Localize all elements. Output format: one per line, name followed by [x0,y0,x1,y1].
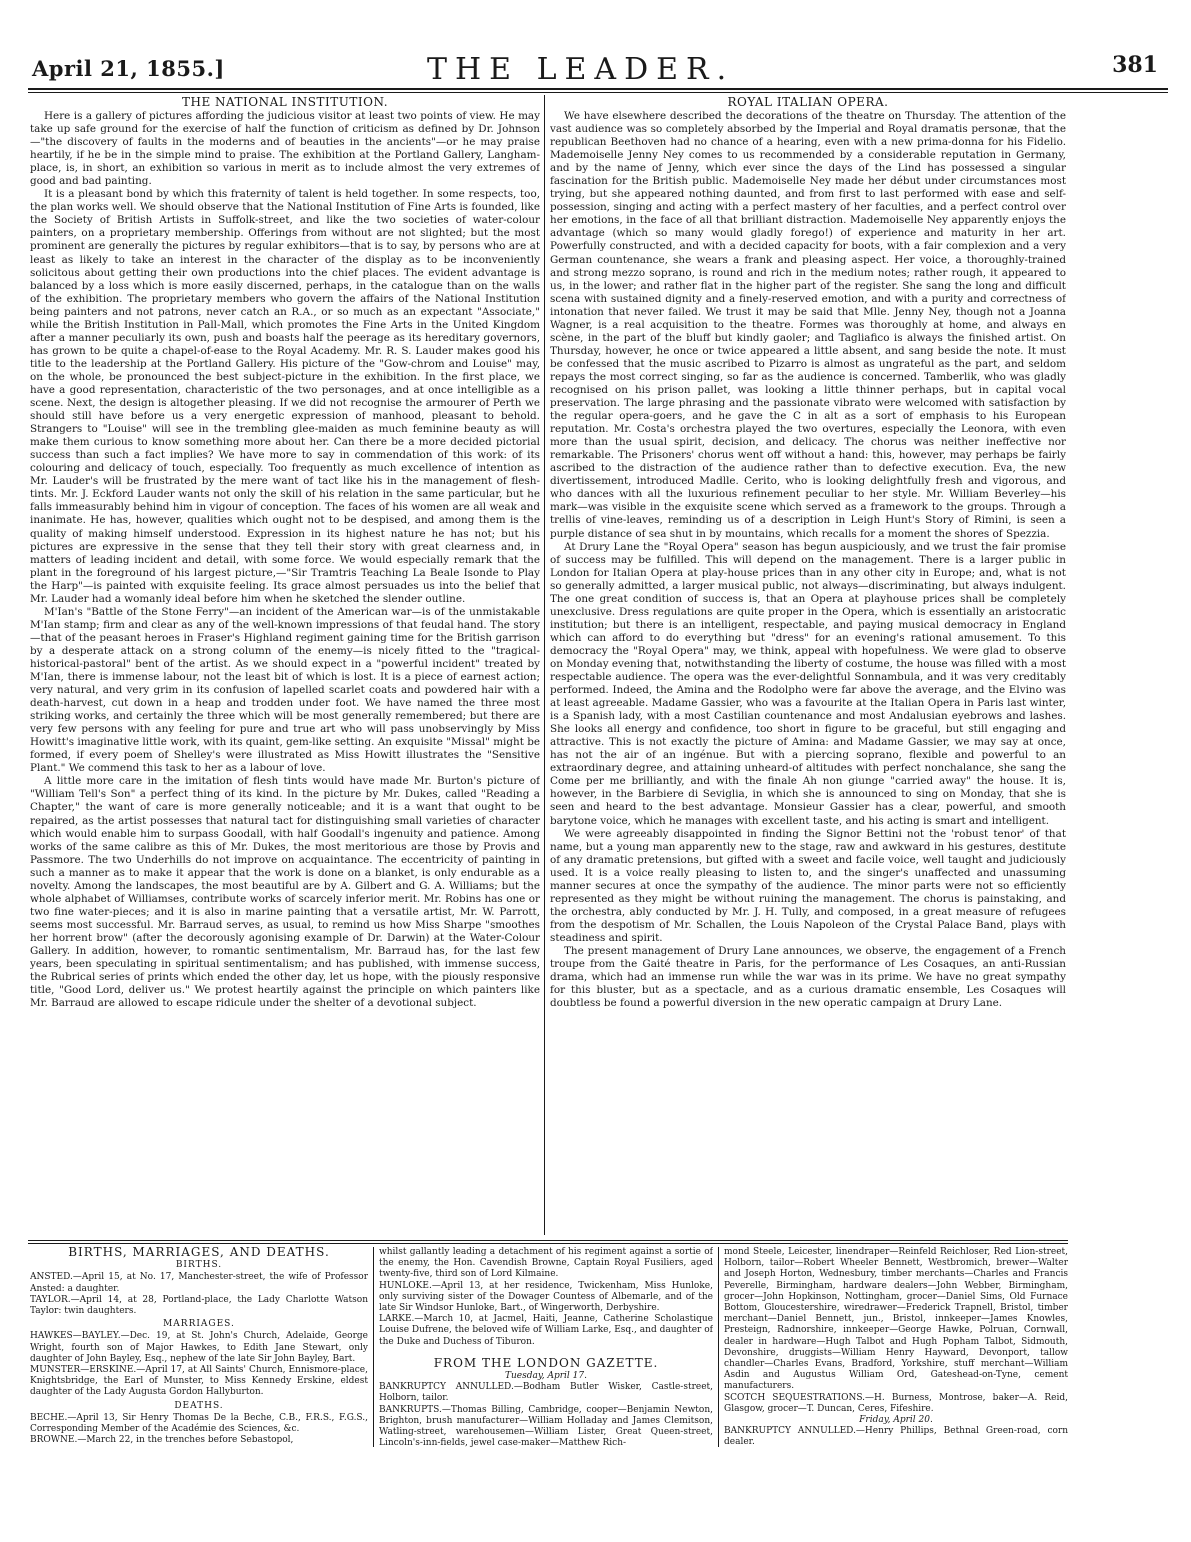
gazette-entry: mond Steele, Leicester, linendraper—Reinfeld Reichloser, Red Lion-street, Holborn, tailor—Robert Wheeler Bennett, Westbromich, brewer—Walter and Joseph Horton, Wednesbury, timber merchants—Charles and Francis Peverelle, Birmingham, hardware dealers—John Webber, Birmingham, grocer—John Hopkinson, Nottingham, grocer—Daniel Sims, Old Furnace Bottom, Gloucestershire, wiredrawer—Frederick Trapnell, Bristol, timber merchant—Daniel Bennett, jun., Bristol, innkeeper—James Knowles, Presteign, Radnorshire, innkeeper—George Hawke, Polruan, Cornwall, dealer in hardware—Hugh Talbot and Hugh Popham Talbot, Sidmouth, Devonshire, druggists—William Henry Hayward, Devonport, tallow chandler—Charles Evans, Bradford, Yorkshire, stuff merchant—William Asdin and Augustus William Ord, Gateshead-on-Tyne, cement manufacturers. [724,1247,1068,1392]
paragraph: Here is a gallery of pictures affording the judicious visitor at least two points of view. He may take up safe ground for the exercise of half the function of criticism as defined by Dr. Johnson—"the discovery of faults in the moderns and of beauties in the ancients"—or he may praise heartily, if he be in the simple mind to praise. The exhibition at the Portland Gallery, Langham-place, is, in short, an exhibition so various in merit as to include almost the very extremes of good and bad painting. [30,110,540,188]
births-heading: BIRTHS. [175,1260,223,1271]
section-rule [28,1240,1068,1241]
paragraph: It is a pleasant bond by which this fraternity of talent is held together. In some respects, too, the plan works well. We should observe that the National Institution of Fine Arts is founded, like the Society of British Artists in Suffolk-street, and like the two societies of water-colour painters, on a proprietary membership. Offerings from without are not slighted; but the most prominent are generally the pictures by regular exhibitors—that is to say, by persons who are at least as likely to take an interest in the character of the display as to be inconveniently solicitous about getting their own productions into the chief places. The evident advantage is balanced by a loss which is more easily discerned, perhaps, in the catalogue than on the walls of the exhibition. The proprietary members who govern the affairs of the National Institution being painters and not patrons, never catch an R.A., or so much as an expectant "Associate," while the British Institution in Pall-Mall, which promotes the Fine Arts in the United Kingdom after a manner peculiarly its own, push and boasts half the peerage as its hereditary governors, has grown to be quite a chapel-of-ease to the Royal Academy. Mr. R. S. Lauder makes good his title to the leadership at the Portland Gallery. His picture of the "Gow-chrom and Louise" may, on the whole, be pronounced the best subject-picture in the exhibition. In the first place, we have a good representation, characteristic of the two personages, and at once intelligible as a scene. Next, the design is altogether pleasing. If we did not recognise the armourer of Perth we should still have before us a very energetic expression of manhood, pleasant to behold. Strangers to "Louise" will see in the trembling glee-maiden as much feminine beauty as will make them curious to know something more about her. Can there be a more decided pictorial success than such a fact implies? We have more to say in commendation of this work: of its colouring and delicacy of touch, especially. Too frequently as much excellence of intention as Mr. Lauder's will be frustrated by the mere want of tact like his in the management of flesh-tints. Mr. J. Eckford Lauder wants not only the skill of his relation in the same particular, but he falls immeasurably behind him in vigour of conception. The faces of his women are all weak and inanimate. He has, however, qualities which ought not to be despised, and among them is the quality of making himself understood. Expression in its highest nature he has not; but his pictures are expressive in the sense that they tell their story with great clearness and, in matters of leading incident and detail, with some force. We would especially remark that the plant in the foreground of his largest picture,—"Sir Tramtris Teaching La Beale Isonde to Play the Harp"—is painted with exquisite feeling. Its grace almost persuades us into the belief that Mr. Lauder had a womanly ideal before him when he sketched the slender outline. [30,188,540,605]
article-body [30,110,540,1010]
newspaper-title: THE LEADER. [427,52,735,87]
gazette-entry: SCOTCH SEQUESTRATIONS.—H. Burness, Montrose, baker—A. Reid, Glasgow, grocer—T. Duncan, Ceres, Fifeshire. [724,1392,1068,1414]
gazette-date: Tuesday, April 17. [505,1371,587,1382]
notices-middle-column [379,1247,713,1447]
gazette-date: Friday, April 20. [859,1415,933,1426]
paragraph: At Drury Lane the "Royal Opera" season has begun auspiciously, and we trust the fair promise of success may be fulfilled. This will depend on the management. There is a larger public in London for Italian Opera at play-house prices than in any other city in Europe; and, what is not so generally admitted, a larger musical public, not always—discriminating, but always indulgent. The one great condition of success is, that an Opera at playhouse prices shall be completely unexclusive. Dress regulations are quite proper in the Opera, which is essentially an aristocratic institution; but there is an intelligent, respectable, and paying musical democracy in England which can afford to do everything but "dress" for an evening's rational amusement. To this democracy the "Royal Opera" may, we think, appeal with hopefulness. We were glad to observe on Monday evening that, notwithstanding the liberty of costume, the house was filled with a most respectable audience. The opera was the ever-delightful Sonnambula, and it was very creditably performed. Indeed, the Amina and the Rodolpho were far above the average, and the Elvino was at least agreeable. Madame Gassier, who was a favourite at the Italian Opera in Paris last winter, is a Spanish lady, with a most Castilian countenance and most Andalusian eyebrows and lashes. She looks all energy and confidence, too short in figure to be graceful, but still engaging and attractive. This is not exactly the picture of Amina: and Madame Gassier, we may say at once, has not the air of an ingénue. But with a piercing soprano, flexible and powerful to an extraordinary degree, and attaining unheard-of altitudes with perfect nonchalance, she sang the Come per me brilliantly, and with the finale Ah non giunge "carried away" the house. It is, however, in the Barbiere di Seviglia, in which she is announced to sing on Monday, that she is seen and heard to the best advantage. Monsieur Gassier has a clear, powerful, and smooth barytone voice, which he manages with excellent taste, and his acting is smart and intelligent. [550,540,1066,827]
paragraph: A little more care in the imitation of flesh tints would have made Mr. Burton's picture of "William Tell's Son" a perfect thing of its kind. In the picture by Mr. Dukes, called "Reading a Chapter," the want of care is more generally noticeable; and it is a want that ought to be repaired, as the artist possesses that natural tact for distinguishing small varieties of character which would enable him to surpass Goodall, with half Goodall's ingenuity and patience. Among works of the same calibre as this of Mr. Dukes, the most meritorious are those by Provis and Passmore. The two Underhills do not improve on acquaintance. The eccentricity of painting in such a manner as to make it appear that the work is done on a blanket, is only endurable as a novelty. Among the landscapes, the most beautiful are by A. Gilbert and G. A. Williams; but the whole alphabet of Williamses, contribute works of scarcely inferior merit. Mr. Robins has one or two fine water-pieces; and it is also in marine painting that a versatile artist, Mr. W. Parrott, seems most successful. Mr. Barraud serves, as usual, to remind us how Miss Sharpe "smoothes her horrent brow" (after the decorously agonising example of Dr. Darwin) at the Water-Colour Gallery. In addition, however, to romantic sentimentalism, Mr. Barraud has, for the last few years, been speculating in spiritual sentimentalism; and has published, with immense success, the Rubrical series of prints which ended the other day, let us hope, with the piously responsive title, "Good Lord, deliver us." We protest heartily against the principle on which painters like Mr. Barraud are allowed to escape ridicule under the shelter of a devotional subject. [30,775,540,1010]
article-body [550,110,1066,1010]
column-divider [718,1247,719,1447]
section-title: BIRTHS, MARRIAGES, AND DEATHS. [68,1247,330,1259]
national-institution-article [30,95,540,1233]
birth-notice: TAYLOR.—April 14, at 28, Portland-place, the Lady Charlotte Watson Taylor: twin daughters. [30,1294,368,1317]
births-marriages-deaths [30,1247,368,1447]
page-number: 381 [1112,52,1158,78]
masthead [22,48,1172,88]
column-divider [544,95,545,1235]
gazette-entry: BANKRUPTS.—Thomas Billing, Cambridge, cooper—Benjamin Newton, Brighton, brush manufacturer—William Holladay and James Clemitson, Watling-street, warehousemen—William Lister, Great Queen-street, Lincoln's-inn-fields, jewel case-maker—Matthew Rich- [379,1404,713,1447]
paragraph: We have elsewhere described the decorations of the theatre on Thursday. The attention of the vast audience was so completely absorbed by the Imperial and Royal dramatis personæ, that the republican Beethoven had no chance of a hearing, even with a new prima-donna for his Fidelio. Mademoiselle Jenny Ney comes to us recommended by a considerable reputation in Germany, and by the name of Jenny, which ever since the days of the Lind has possessed a singular fascination for the British public. Mademoiselle Ney made her début under circumstances most trying, but she appeared nothing daunted, and from first to last performed with ease and self-possession, singing and acting with a perfect mastery of her faculties, and a perfect control over her emotions, in the face of all that brilliant distraction. Mademoiselle Ney apparently enjoys the advantage (which so many would gladly forego!) of experience and maturity in her art. Powerfully constructed, and with a decided capacity for boots, with a fair complexion and a very German countenance, she wears a frank and pleasing aspect. Her voice, a thoroughly-trained and strong mezzo soprano, is round and rich in the medium notes; rather rough, it appeared to us, in the lower; and rather flat in the higher part of the register. She sang the long and difficult scena with sustained dignity and a finely-reserved emotion, and with a purity and correctness of intonation that never failed. We trust it may be said that Mlle. Jenny Ney, though not a Joanna Wagner, is a real acquisition to the theatre. Formes was thoroughly at home, and always en scène, in the part of the bluff but kindly gaoler; and Tagliafico is always the finished artist. On Thursday, however, he once or twice appeared a little absent, and sang beside the note. It must be confessed that the music ascribed to Pizarro is almost as ungrateful as the part, and seldom repays the most correct singing, so far as the audience is concerned. Tamberlik, who was gladly recognised on his prison pallet, was looking a little thinner perhaps, but in capital vocal preservation. The large phrasing and the passionate vibrato were welcomed with satisfaction by the regular opera-goers, and he gave the C in alt as a sort of emphasis to his European reputation. Mr. Costa's orchestra played the two overtures, especially the Leonora, with even more than the usual spirit, decision, and delicacy. The chorus was neither ineffective nor remarkable. The Prisoners' chorus went off without a hand: this, however, may perhaps be fairly ascribed to the distraction of the audience rather than to defective execution. Eva, the new divertissement, introduced Madlle. Cerito, who is looking delightfully fresh and vigorous, and who dances with all the luxurious refinement peculiar to her style. Mr. William Beverley—his mark—was visible in the exquisite scene which served as a framework to the groups. Through a trellis of vine-leaves, reminding us of a description in Leigh Hunt's Story of Rimini, is seen a purple distance of sea shut in by mountains, which recalls for a moment the shores of Spezzia. [550,110,1066,540]
royal-italian-opera-article [550,95,1066,1233]
issue-date: April 21, 1855.] [32,56,225,81]
paragraph: The present management of Drury Lane announces, we observe, the engagement of a French troupe from the Gaité theatre in Paris, for the performance of Les Cosaques, an anti-Russian drama, which had an immense run while the war was in its prime. We have no great sympathy for this bluster, but as a spectacle, and as a curious dramatic ensemble, Les Cosaques will doubtless be found a powerful diversion in the new operatic campaign at Drury Lane. [550,945,1066,1010]
gazette-entry: BANKRUPTCY ANNULLED.—Henry Phillips, Bethnal Green-road, corn dealer. [724,1426,1068,1447]
gazette-title: FROM THE LONDON GAZETTE. [433,1355,659,1370]
deaths-heading: DEATHS. [174,1400,224,1411]
death-notice: BECHE.—April 13, Sir Henry Thomas De la Beche, C.B., F.R.S., F.G.S., Corresponding Member of the Académie des Sciences, &c. [30,1412,368,1435]
birth-notice: ANSTED.—April 15, at No. 17, Manchester-street, the wife of Professor Ansted: a daughter. [30,1272,368,1294]
gazette-continued-column [724,1247,1068,1447]
gazette-entry: BANKRUPTCY ANNULLED.—Bodham Butler Wisker, Castle-street, Holborn, tailor. [379,1382,713,1404]
marriage-notice: HAWKES—BAYLEY.—Dec. 19, at St. John's Church, Adelaide, George Wright, fourth son of Major Hawkes, to Edith Jane Stewart, only daughter of John Bayley, Esq., nephew of the late Sir John Bayley, Bart. [30,1331,368,1364]
masthead-rule [28,88,1168,90]
marriage-notice: MUNSTER—ERSKINE.—April 17, at All Saints' Church, Ennismore-place, Knightsbridge, the Earl of Munster, to Miss Kennedy Erskine, eldest daughter of the Lady Augusta Gordon Hallyburton. [30,1365,368,1398]
death-notice: LARKE.—March 10, at Jacmel, Haiti, Jeanne, Catherine Scholastique Louise Dufrene, the beloved wife of William Larke, Esq., and daughter of the Duke and Duchess of Tiburon. [379,1314,713,1347]
death-notice: BROWNE.—March 22, in the trenches before Sebastopol, [30,1435,294,1446]
section-rule-double [28,1243,1068,1244]
column-divider [373,1247,374,1447]
paragraph: M'Ian's "Battle of the Stone Ferry"—an incident of the American war—is of the unmistakable M'Ian stamp; firm and clear as any of the well-known impressions of that feudal hand. The story—that of the peasant heroes in Fraser's Highland regiment gaining time for the British garrison by a desperate attack on a strong column of the enemy—is nicely fitted to the "tragical-historical-pastoral" bent of the artist. As we should expect in a "powerful incident" treated by M'Ian, there is immense labour, not the least bit of which is lost. It is a piece of earnest action; very natural, and very grim in its confusion of lapelled scarlet coats and powdered hair with a death-harvest, cut down in a heap and trodden under foot. We have named the three most striking works, and certainly the three which will be most generally remembered; but there are very few persons with any feeling for pure and true art who will pass unobservingly by Miss Howitt's imaginative little work, with its quaint, gem-like setting. An exquisite "Missal" might be formed, if every poem of Shelley's were illustrated as Miss Howitt illustrates the "Sensitive Plant." We commend this task to her as a labour of love. [30,605,540,775]
article-title: THE NATIONAL INSTITUTION. [181,95,389,109]
marriages-heading: MARRIAGES. [163,1319,235,1330]
paragraph: We were agreeably disappointed in finding the Signor Bettini not the 'robust tenor' of that name, but a young man apparently new to the stage, raw and awkward in his gestures, destitute of any dramatic pretensions, but gifted with a sweet and facile voice, well taught and judiciously used. It is a voice really pleasing to listen to, and the singer's unaffected and unassuming manner secures at once the sympathy of the audience. The minor parts were not so efficiently represented as they might be without ruining the management. The chorus is painstaking, and the orchestra, ably conducted by Mr. J. H. Tully, and composed, in a great measure of refugees from the despotism of Mr. Schallen, the Louis Napoleon of the Crystal Palace Band, plays with steadiness and spirit. [550,827,1066,944]
masthead-rule-thin [28,92,1168,93]
article-title: ROYAL ITALIAN OPERA. [727,95,889,109]
death-notice: HUNLOKE.—April 13, at her residence, Twickenham, Miss Hunloke, only surviving sister of the Dowager Countess of Albemarle, and of the late Sir Windsor Hunloke, Bart., of Wingerworth, Derbyshire. [379,1280,713,1314]
death-notice: whilst gallantly leading a detachment of his regiment against a sortie of the enemy, the Hon. Cavendish Browne, Captain Royal Fusiliers, aged twenty-five, third son of Lord Kilmaine. [379,1247,713,1280]
